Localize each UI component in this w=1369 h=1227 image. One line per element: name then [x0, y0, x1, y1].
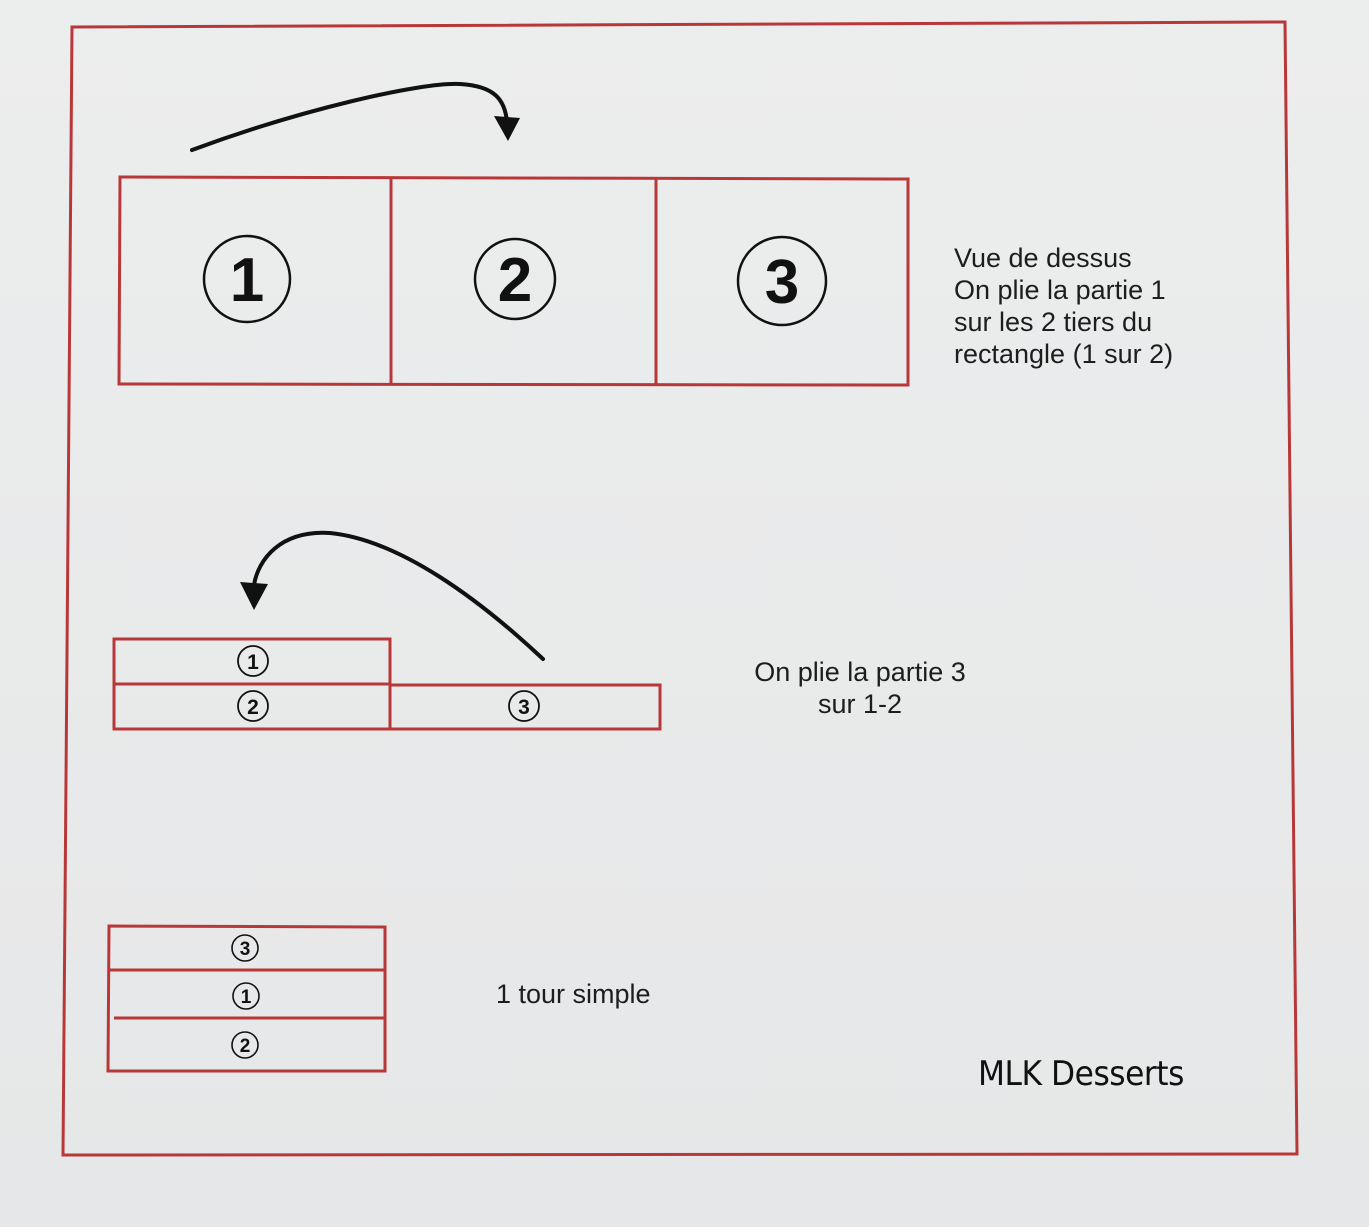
step1-caption-line-3: sur les 2 tiers du	[954, 307, 1153, 337]
step3-layer-3-badge	[232, 935, 258, 961]
step1-part-3-label: 3	[764, 248, 800, 317]
step2-arrow-head	[240, 582, 268, 610]
step3-caption: 1 tour simple	[496, 979, 651, 1009]
step2-part-1-badge	[238, 646, 268, 676]
step1-part-1-badge	[204, 236, 290, 322]
step2-part-3-label: 3	[518, 696, 530, 719]
step1-arrow-head	[494, 116, 520, 141]
watermark-signature: MLK Desserts	[978, 1054, 1184, 1094]
step3-layer-1-label: 1	[240, 987, 252, 1008]
step3-layer-3-label: 3	[239, 939, 251, 960]
step3-stack	[108, 926, 385, 1071]
step1-part-2-badge	[475, 239, 555, 319]
step1-caption-line-2: On plie la partie 1	[954, 275, 1166, 305]
step1-caption-line-4: rectangle (1 sur 2)	[954, 339, 1174, 369]
step2-part-2-label: 2	[247, 696, 259, 719]
step1-part-2-label: 2	[497, 246, 533, 315]
step1-fold-arrow	[192, 84, 507, 150]
step2-part-3-badge	[509, 691, 539, 721]
step2-caption-line-1: On plie la partie 3	[754, 657, 966, 687]
step3-layer-1-badge	[233, 983, 259, 1009]
step3-layer-2-badge	[232, 1032, 258, 1058]
step2-caption	[740, 656, 980, 720]
step2-caption-line-2: sur 1-2	[817, 689, 903, 719]
step1-part-3-badge	[738, 237, 826, 325]
step3-layer-2-label: 2	[239, 1036, 251, 1057]
step1-rectangle	[119, 177, 908, 385]
step1-caption	[954, 242, 1173, 370]
step1-part-1-label: 1	[229, 246, 265, 315]
step2-rectangle	[114, 639, 660, 729]
step1-caption-line-1: Vue de dessus	[954, 243, 1132, 273]
step2-part-2-badge	[238, 691, 268, 721]
step2-part-1-label: 1	[247, 651, 259, 674]
